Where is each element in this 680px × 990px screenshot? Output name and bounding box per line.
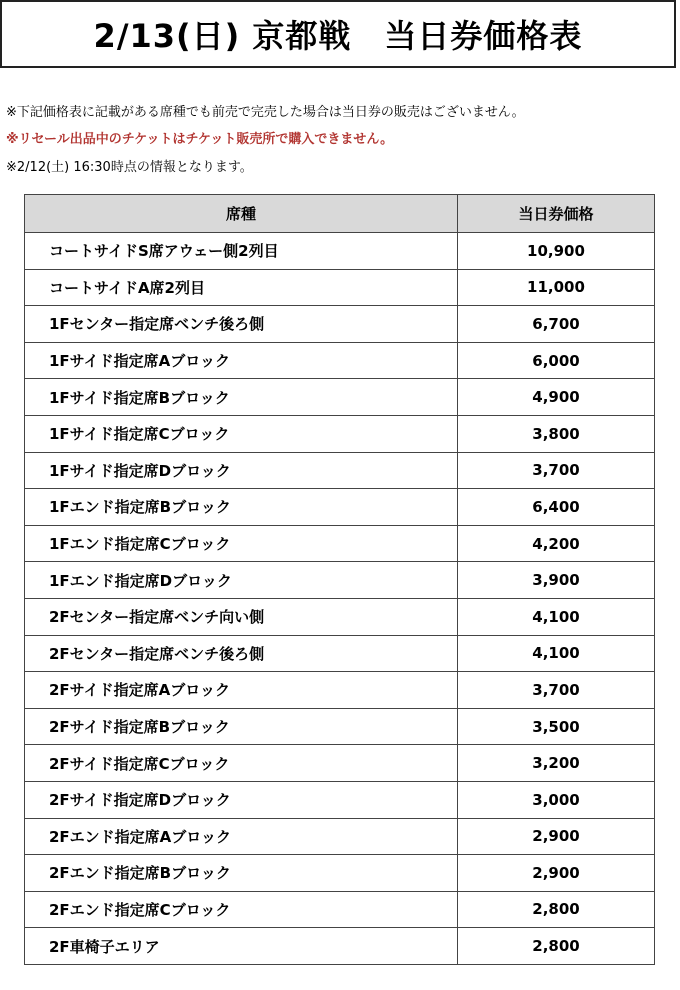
price-cell: 6,400 bbox=[458, 489, 655, 526]
seat-type-cell: 1Fサイド指定席Aブロック bbox=[25, 342, 458, 379]
price-cell: 3,800 bbox=[458, 415, 655, 452]
table-row bbox=[25, 415, 655, 452]
seat-type-cell: 2Fサイド指定席Dブロック bbox=[25, 781, 458, 818]
price-cell: 2,900 bbox=[458, 855, 655, 892]
seat-type-cell: 2F車椅子エリア bbox=[25, 928, 458, 965]
price-cell: 11,000 bbox=[458, 269, 655, 306]
price-cell: 4,100 bbox=[458, 598, 655, 635]
table-row bbox=[25, 452, 655, 489]
table-row bbox=[25, 233, 655, 270]
table-row bbox=[25, 818, 655, 855]
seat-type-cell: 1Fエンド指定席Cブロック bbox=[25, 525, 458, 562]
price-cell: 3,700 bbox=[458, 452, 655, 489]
table-row bbox=[25, 489, 655, 526]
price-cell: 10,900 bbox=[458, 233, 655, 270]
price-cell: 2,800 bbox=[458, 928, 655, 965]
seat-type-cell: 1Fエンド指定席Dブロック bbox=[25, 562, 458, 599]
note-resale-warning: ※リセール出品中のチケットはチケット販売所で購入できません。 bbox=[6, 132, 394, 147]
table-row bbox=[25, 635, 655, 672]
table-row bbox=[25, 745, 655, 782]
price-cell: 6,700 bbox=[458, 306, 655, 343]
table-row bbox=[25, 598, 655, 635]
seat-type-cell: 2Fサイド指定席Bブロック bbox=[25, 708, 458, 745]
seat-type-cell: 1Fサイド指定席Dブロック bbox=[25, 452, 458, 489]
seat-type-cell: 2Fエンド指定席Aブロック bbox=[25, 818, 458, 855]
price-cell: 3,500 bbox=[458, 708, 655, 745]
price-cell: 3,200 bbox=[458, 745, 655, 782]
seat-type-cell: 1Fサイド指定席Cブロック bbox=[25, 415, 458, 452]
price-cell: 2,900 bbox=[458, 818, 655, 855]
table-row bbox=[25, 708, 655, 745]
table-row bbox=[25, 269, 655, 306]
seat-type-cell: 2Fエンド指定席Cブロック bbox=[25, 891, 458, 928]
seat-type-cell: 1Fセンター指定席ベンチ後ろ側 bbox=[25, 306, 458, 343]
header-seat-type: 席種 bbox=[25, 195, 458, 233]
table-row bbox=[25, 525, 655, 562]
table-row bbox=[25, 928, 655, 965]
table-row bbox=[25, 562, 655, 599]
price-cell: 4,100 bbox=[458, 635, 655, 672]
price-cell: 2,800 bbox=[458, 891, 655, 928]
price-cell: 4,200 bbox=[458, 525, 655, 562]
note-sold-out: ※下記価格表に記載がある席種でも前売で完売した場合は当日券の販売はございません。 bbox=[6, 105, 525, 120]
seat-type-cell: コートサイドS席アウェー側2列目 bbox=[25, 233, 458, 270]
seat-type-cell: 2Fセンター指定席ベンチ後ろ側 bbox=[25, 635, 458, 672]
price-cell: 6,000 bbox=[458, 342, 655, 379]
price-table bbox=[24, 194, 655, 965]
seat-type-cell: 2Fサイド指定席Aブロック bbox=[25, 672, 458, 709]
seat-type-cell: 1Fサイド指定席Bブロック bbox=[25, 379, 458, 416]
table-row bbox=[25, 306, 655, 343]
price-cell: 3,000 bbox=[458, 781, 655, 818]
seat-type-cell: 1Fエンド指定席Bブロック bbox=[25, 489, 458, 526]
title-box bbox=[0, 0, 676, 68]
seat-type-cell: 2Fセンター指定席ベンチ向い側 bbox=[25, 598, 458, 635]
price-cell: 3,900 bbox=[458, 562, 655, 599]
note-info-timestamp: ※2/12(土) 16:30時点の情報となります。 bbox=[6, 160, 253, 175]
table-row bbox=[25, 781, 655, 818]
seat-type-cell: コートサイドA席2列目 bbox=[25, 269, 458, 306]
table-row bbox=[25, 342, 655, 379]
seat-type-cell: 2Fサイド指定席Cブロック bbox=[25, 745, 458, 782]
table-header-row bbox=[25, 195, 655, 233]
price-cell: 4,900 bbox=[458, 379, 655, 416]
table-row bbox=[25, 672, 655, 709]
table-row bbox=[25, 855, 655, 892]
price-cell: 3,700 bbox=[458, 672, 655, 709]
header-price: 当日券価格 bbox=[458, 195, 655, 233]
seat-type-cell: 2Fエンド指定席Bブロック bbox=[25, 855, 458, 892]
page-title: 2/13(日) 京都戦 当日券価格表 bbox=[93, 17, 583, 55]
table-row bbox=[25, 891, 655, 928]
table-row bbox=[25, 379, 655, 416]
